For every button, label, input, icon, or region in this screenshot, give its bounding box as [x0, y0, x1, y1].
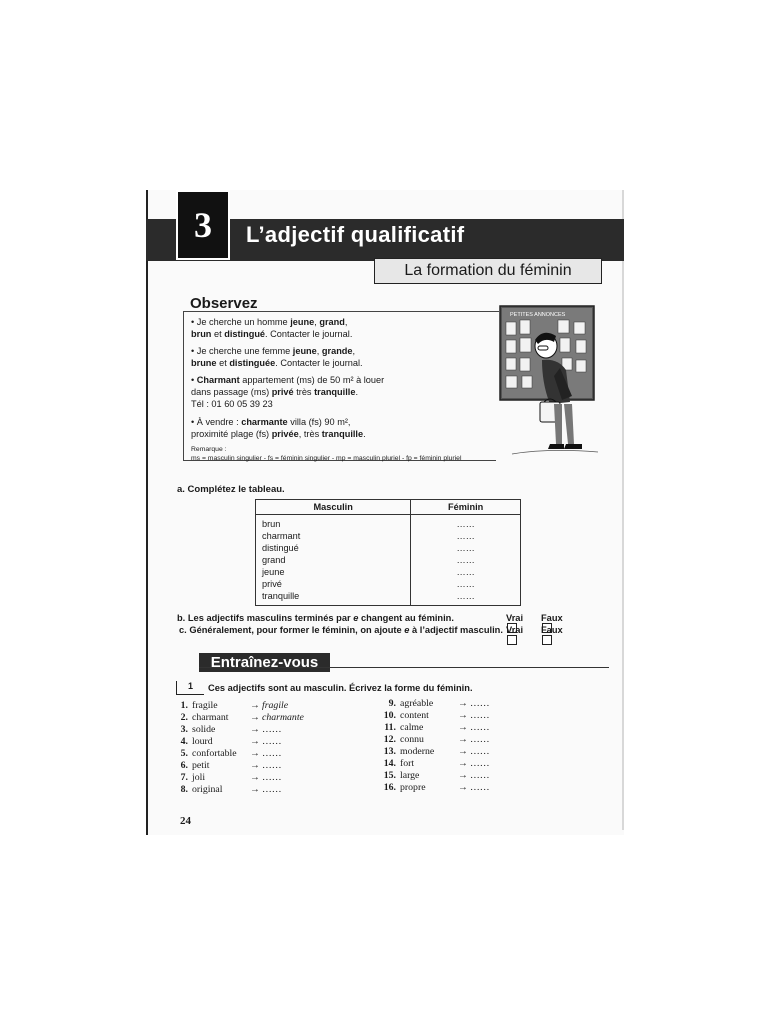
example-text: et — [216, 358, 230, 368]
arrow-icon: → — [250, 736, 260, 747]
arrow-icon: → — [458, 734, 468, 745]
table-cell: tranquille — [262, 591, 300, 601]
example-text: , — [316, 346, 322, 356]
item-number: 14. — [383, 758, 396, 769]
item-number: 15. — [383, 770, 396, 781]
exercise-item — [174, 712, 304, 724]
item-word: large — [400, 770, 420, 781]
exercise-item — [382, 734, 490, 746]
arrow-icon: → — [250, 712, 260, 723]
arrow-icon: → — [250, 760, 260, 771]
example-adjective: brune — [191, 358, 217, 368]
item-number: 1. — [180, 700, 188, 711]
item-number: 7. — [180, 772, 188, 783]
example-text: , — [352, 346, 356, 356]
faux-option[interactable]: Faux — [541, 625, 563, 646]
table-cell: jeune — [262, 567, 285, 577]
question-emphasis: e — [404, 625, 410, 635]
example-adjective: tranquille — [314, 387, 356, 397]
faux-checkbox[interactable] — [542, 635, 552, 645]
question-text: b. Les adjectifs masculins terminés par — [177, 613, 354, 623]
header-masculin: Masculin — [256, 500, 411, 515]
answer-blank: …… — [456, 591, 475, 601]
header-feminin: Féminin — [411, 500, 521, 515]
page-number: 24 — [180, 815, 191, 827]
exercise-number: 1 — [176, 681, 204, 695]
example-text: . — [355, 387, 358, 397]
remark-label: Remarque : — [191, 446, 227, 453]
exercise-item — [382, 698, 490, 710]
ads-board-sign: PETITES ANNONCES — [510, 312, 566, 318]
example-adjective: grand — [319, 317, 345, 327]
item-number: 5. — [180, 748, 188, 759]
item-number: 4. — [180, 736, 188, 747]
question-emphasis: e — [353, 613, 359, 623]
answer-blank: …… — [262, 724, 282, 735]
answer-blank: …… — [470, 746, 490, 757]
example-text: • À vendre : — [191, 417, 242, 427]
arrow-icon: → — [458, 710, 468, 721]
example-adjective: jeune — [290, 317, 315, 327]
answer-blank: …… — [456, 567, 475, 577]
answer-blank: …… — [470, 770, 490, 781]
example-text: dans passage (ms) — [191, 387, 272, 397]
section-subtitle: La formation du féminin — [374, 258, 602, 284]
arrow-icon: → — [458, 698, 468, 709]
observe-heading: Observez — [190, 295, 258, 312]
exercise-item — [382, 782, 490, 794]
exercise-item — [382, 770, 490, 782]
item-word: propre — [400, 782, 426, 793]
example-text: , — [314, 317, 320, 327]
faux-option[interactable]: Faux — [541, 613, 563, 634]
exercise-item — [174, 748, 304, 760]
item-word: joli — [192, 772, 206, 783]
item-number: 8. — [180, 784, 188, 795]
exercise-item — [174, 760, 304, 772]
example-text: et — [211, 329, 225, 339]
item-answer: fragile — [262, 700, 289, 711]
item-number: 9. — [388, 698, 396, 709]
answer-blank: …… — [456, 531, 475, 541]
example-3 — [191, 374, 411, 410]
masculine-feminine-table — [255, 499, 521, 606]
question-b — [177, 613, 563, 623]
item-number: 3. — [180, 724, 188, 735]
chapter-title: L’adjectif qualificatif — [246, 222, 465, 247]
exercise-item — [174, 724, 304, 736]
table-cell: privé — [262, 579, 282, 589]
arrow-icon: → — [250, 772, 260, 783]
example-text: Tél : 01 60 05 39 23 — [191, 399, 273, 409]
question-c — [179, 625, 563, 635]
table-cell: grand — [262, 555, 286, 565]
arrow-icon: → — [458, 746, 468, 757]
example-2 — [191, 345, 411, 369]
answer-blank: …… — [262, 760, 282, 771]
item-word: content — [400, 710, 429, 721]
example-text: • Je cherche une femme — [191, 346, 293, 356]
table-cell: distingué — [262, 543, 299, 553]
arrow-icon: → — [250, 748, 260, 759]
vrai-option[interactable]: Vrai — [506, 625, 523, 646]
example-adjective: charmante — [241, 417, 288, 427]
example-4 — [191, 416, 411, 440]
example-adjective: distinguée — [229, 358, 276, 368]
item-answer: charmante — [262, 712, 304, 723]
answer-blank: …… — [262, 772, 282, 783]
item-word: calme — [400, 722, 424, 733]
item-word: original — [192, 784, 223, 795]
arrow-icon: → — [458, 770, 468, 781]
entrainez-heading: Entraînez-vous — [199, 653, 330, 672]
exercise-item — [174, 784, 304, 796]
word-list-left — [174, 700, 304, 796]
item-number: 12. — [383, 734, 396, 745]
example-text: villa (fs) 90 m², — [287, 417, 351, 427]
answer-blank: …… — [470, 722, 490, 733]
example-1 — [191, 316, 411, 340]
example-text: • — [191, 375, 197, 385]
answer-blank: …… — [470, 782, 490, 793]
task-a-label: a. Complétez le tableau. — [177, 484, 285, 495]
item-word: moderne — [400, 746, 435, 757]
chapter-number: 3 — [176, 190, 230, 260]
item-number: 6. — [180, 760, 188, 771]
exercise-item — [174, 736, 304, 748]
item-word: solide — [192, 724, 216, 735]
item-number: 2. — [180, 712, 188, 723]
answer-blank: …… — [262, 736, 282, 747]
item-word: fragile — [192, 700, 218, 711]
item-number: 11. — [384, 722, 396, 733]
page-edge — [622, 190, 624, 830]
exercise-item — [382, 758, 490, 770]
item-word: charmant — [192, 712, 229, 723]
answer-blank: …… — [470, 734, 490, 745]
arrow-icon: → — [458, 758, 468, 769]
arrow-icon: → — [458, 782, 468, 793]
remark — [191, 445, 461, 463]
vrai-checkbox[interactable] — [507, 635, 517, 645]
answer-blank: …… — [456, 555, 475, 565]
exercise-item — [174, 700, 304, 712]
example-adjective: privé — [271, 387, 294, 397]
example-text: , très — [298, 429, 322, 439]
answer-blank: …… — [470, 698, 490, 709]
question-text: c. Généralement, pour former le féminin, on ajoute — [179, 625, 405, 635]
example-adjective: tranquille — [321, 429, 364, 439]
example-text: proximité plage (fs) — [191, 429, 272, 439]
example-text: . — [363, 429, 366, 439]
question-text: changent au féminin. — [358, 613, 454, 623]
item-word: agréable — [400, 698, 434, 709]
table-cell: brun — [262, 519, 281, 529]
answer-blank: …… — [470, 710, 490, 721]
remark-text: ms = masculin singulier - fs = féminin singulier - mp = masculin pluriel - fp = féminin pluriel — [191, 455, 462, 462]
exercise-item — [382, 710, 490, 722]
item-number: 16. — [383, 782, 396, 793]
classified-ads-illustration — [498, 304, 602, 458]
answer-blank: …… — [470, 758, 490, 769]
answer-blank: …… — [262, 748, 282, 759]
exercise-item — [382, 746, 490, 758]
item-word: fort — [400, 758, 415, 769]
example-text: appartement (ms) de 50 m² à louer — [239, 375, 385, 385]
table-cell: charmant — [262, 531, 301, 541]
item-number: 13. — [383, 746, 396, 757]
masculine-column — [256, 515, 411, 606]
example-text: , — [344, 317, 348, 327]
answer-blank: …… — [456, 543, 475, 553]
item-number: 10. — [383, 710, 396, 721]
answer-blank: …… — [262, 784, 282, 795]
example-adjective: privée — [271, 429, 299, 439]
feminine-column — [411, 515, 521, 606]
exercise-item — [174, 772, 304, 784]
example-adjective: distingué — [224, 329, 266, 339]
example-adjective: jeune — [292, 346, 317, 356]
arrow-icon: → — [250, 724, 260, 735]
item-word: confortable — [192, 748, 237, 759]
question-text: à l’adjectif masculin. — [409, 625, 503, 635]
example-text: très — [293, 387, 315, 397]
item-word: lourd — [192, 736, 213, 747]
exercise-item — [382, 722, 490, 734]
item-word: petit — [192, 760, 210, 771]
exercise-instruction: Ces adjectifs sont au masculin. Écrivez la forme du féminin. — [208, 683, 473, 693]
word-list-right — [382, 698, 490, 794]
example-adjective: grande — [321, 346, 353, 356]
arrow-icon: → — [250, 784, 260, 795]
entrainez-rule — [199, 667, 609, 668]
arrow-icon: → — [250, 700, 260, 711]
arrow-icon: → — [458, 722, 468, 733]
answer-blank: …… — [456, 579, 475, 589]
answer-blank: …… — [456, 519, 475, 529]
page-spine — [146, 190, 148, 835]
example-text: . Contacter le journal. — [265, 329, 353, 339]
item-word: connu — [400, 734, 424, 745]
example-text: . Contacter le journal. — [275, 358, 363, 368]
example-text: • Je cherche un homme — [191, 317, 291, 327]
example-adjective: brun — [191, 329, 212, 339]
vrai-option[interactable]: Vrai — [506, 613, 523, 634]
example-adjective: Charmant — [196, 375, 240, 385]
